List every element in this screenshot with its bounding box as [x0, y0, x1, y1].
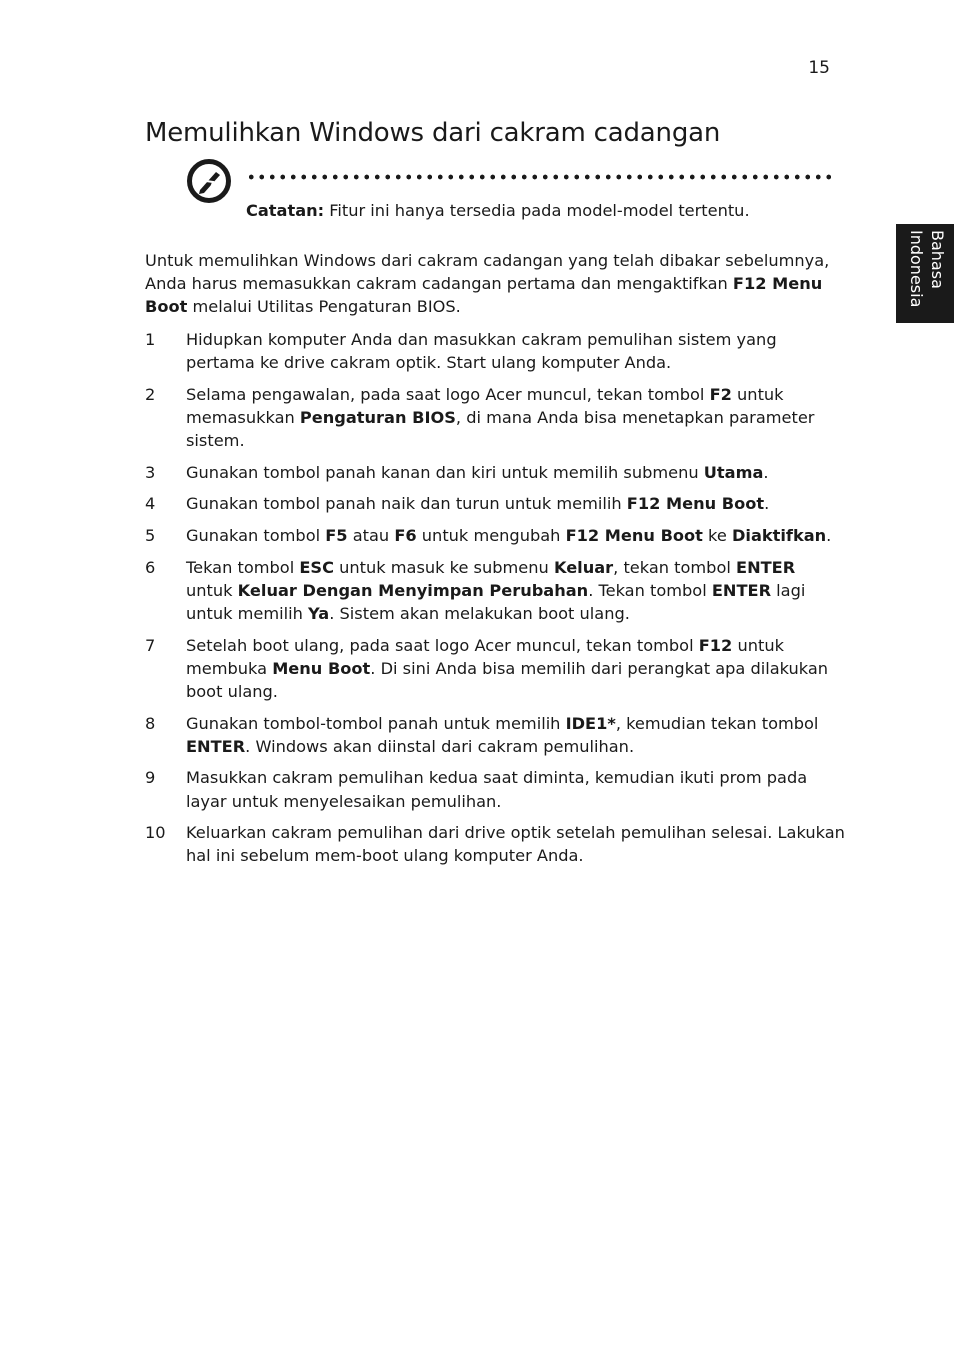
step-keyword: F12 Menu Boot: [565, 525, 703, 545]
step-text: , tekan tombol: [613, 557, 737, 577]
step-text: .: [764, 494, 770, 514]
step-number: 2: [145, 384, 156, 404]
step-keyword: IDE1*: [565, 713, 616, 733]
step-text: Gunakan tombol: [186, 525, 326, 545]
step-text: , kemudian tekan tombol: [615, 713, 819, 733]
step-number: 10: [145, 823, 166, 843]
step-text: untuk masuk ke submenu: [333, 557, 554, 577]
step-text: untuk mengubah: [416, 525, 566, 545]
note: [246, 200, 836, 222]
step-text: Setelah boot ulang, pada saat logo Acer muncul, tekan tombol: [186, 635, 699, 655]
step-text: ke: [702, 525, 732, 545]
side-tab-line1: Bahasa: [928, 230, 947, 289]
step-number: 1: [145, 330, 156, 349]
step-text: untuk memasukkan: [186, 384, 784, 427]
language-side-tab: [896, 224, 954, 323]
note-pencil-icon: [186, 158, 234, 204]
step-text: atau: [347, 525, 395, 545]
step-number: 3: [145, 462, 156, 482]
step-item: [145, 766, 845, 812]
step-keyword: ENTER: [736, 557, 796, 577]
note-divider: [246, 174, 832, 180]
step-number: 4: [145, 494, 156, 514]
step-item: [145, 328, 845, 374]
step-keyword: Pengaturan BIOS: [299, 408, 456, 427]
step-text: untuk membuka: [186, 635, 784, 678]
step-text: .: [763, 462, 769, 482]
step-number: 9: [145, 768, 156, 788]
step-keyword: F12 Menu Boot: [626, 494, 765, 514]
step-keyword: F2: [709, 384, 732, 404]
step-item: [145, 712, 845, 758]
step-text: Gunakan tombol panah naik dan turun untuk memilih: [186, 494, 627, 514]
intro-text-1: Untuk memulihkan Windows dari cakram cadangan yang telah dibakar sebelumnya, Anda harus memasukkan cakram cadangan pertama dan mengaktifkan: [145, 251, 830, 294]
intro-bold-1: F12 Menu Boot: [145, 274, 823, 317]
step-keyword: ENTER: [186, 736, 246, 756]
note-label: Catatan:: [246, 201, 325, 220]
step-text: . Windows akan diinstal dari cakram pemulihan.: [245, 736, 635, 756]
step-keyword: Utama: [703, 462, 764, 482]
intro-paragraph: [145, 249, 845, 319]
step-number: 7: [145, 635, 156, 655]
step-text: Tekan tombol: [186, 557, 300, 577]
step-text: . Tekan tombol: [588, 580, 712, 600]
step-keyword: F6: [394, 525, 417, 545]
step-text: , di mana Anda bisa menetapkan parameter sistem.: [186, 408, 815, 451]
step-text: untuk: [186, 580, 238, 600]
step-keyword: ESC: [299, 557, 334, 577]
step-text: Keluarkan cakram pemulihan dari drive optik setelah pemulihan selesai. Lakukan hal ini sebelum mem-boot ulang komputer Anda.: [186, 823, 845, 866]
step-keyword: Keluar Dengan Menyimpan Perubahan: [237, 580, 589, 600]
page-number: 15: [808, 58, 830, 78]
step-keyword: F5: [325, 525, 348, 545]
step-text: lagi untuk memilih: [186, 580, 806, 623]
page-title: Memulihkan Windows dari cakram cadangan: [145, 118, 721, 148]
steps-list: [145, 328, 845, 876]
step-text: Selama pengawalan, pada saat logo Acer muncul, tekan tombol: [186, 384, 710, 404]
step-text: Hidupkan komputer Anda dan masukkan cakram pemulihan sistem yang pertama ke drive cakram optik. Start ulang komputer Anda.: [186, 330, 777, 373]
step-number: 5: [145, 525, 156, 545]
step-keyword: ENTER: [711, 580, 772, 600]
step-text: . Sistem akan melakukan boot ulang.: [329, 603, 630, 623]
step-keyword: Ya: [308, 603, 330, 623]
step-number: 8: [145, 713, 156, 733]
step-text: .: [826, 525, 832, 545]
step-keyword: Diaktifkan: [731, 525, 827, 545]
step-keyword: Keluar: [553, 557, 614, 577]
step-item: [145, 634, 845, 704]
step-keyword: Menu Boot: [272, 658, 371, 678]
step-item: [145, 556, 845, 626]
step-item: [145, 383, 845, 453]
side-tab-label: [904, 230, 948, 318]
step-item: [145, 492, 845, 515]
step-keyword: F12: [698, 635, 733, 655]
step-item: [145, 524, 845, 547]
step-text: Masukkan cakram pemulihan kedua saat diminta, kemudian ikuti prom pada layar untuk menyelesaikan pemulihan.: [186, 768, 808, 811]
intro-text-2: melalui Utilitas Pengaturan BIOS.: [187, 297, 461, 317]
step-text: Gunakan tombol panah kanan dan kiri untuk memilih submenu: [186, 462, 704, 482]
step-text: Gunakan tombol-tombol panah untuk memilih: [186, 713, 566, 733]
step-item: [145, 461, 845, 484]
step-number: 6: [145, 557, 156, 577]
side-tab-line2: Indonesia: [907, 230, 926, 308]
step-item: [145, 821, 845, 867]
step-text: . Di sini Anda bisa memilih dari perangkat apa dilakukan boot ulang.: [186, 658, 829, 701]
note-text: Fitur ini hanya tersedia pada model-model tertentu.: [324, 201, 750, 220]
